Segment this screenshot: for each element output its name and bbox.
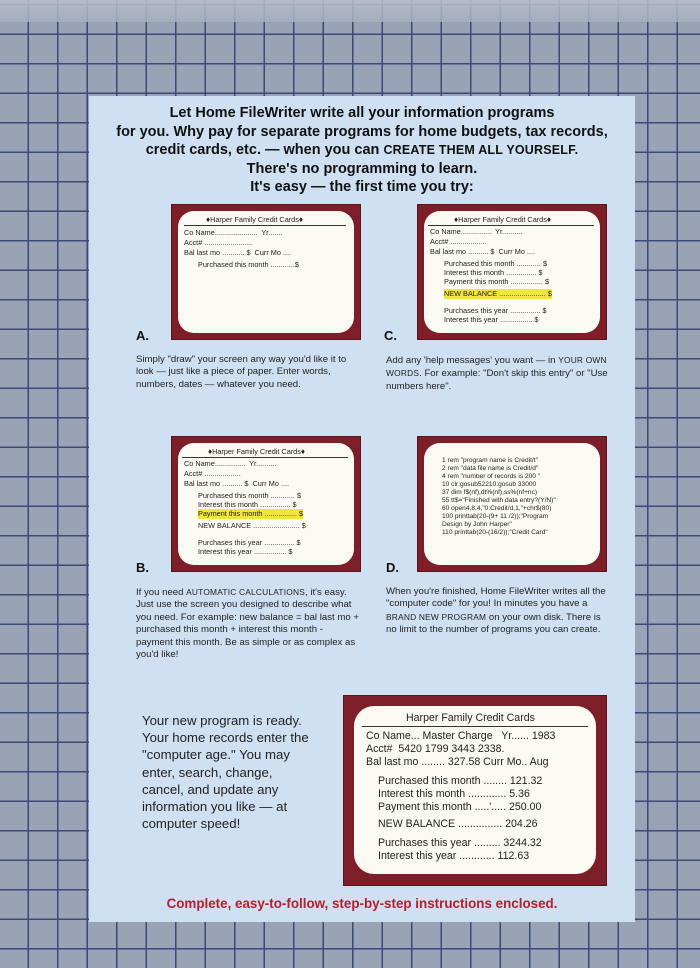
screen-final-line: Bal last mo ........ 327.58 Curr Mo.. Aug	[366, 756, 549, 768]
screen-c-display	[424, 211, 600, 333]
screen-b-title: ♦Harper Family Credit Cards♦	[208, 447, 305, 456]
screen-final-frame	[343, 695, 607, 886]
headline-line-1: Let Home FileWriter write all your information programs	[169, 105, 555, 121]
updown-arrow-icon: ♦	[206, 215, 211, 224]
text-c: Add any 'help messages' you want — in YOUR OWN WORDS. For example: "Don't skip this entry" or "Use numbers here".	[386, 355, 608, 392]
screen-d-frame	[417, 436, 607, 572]
headline-line-3: credit cards, etc. — when you can CREATE THEM ALL YOURSELF.	[145, 142, 579, 158]
screen-b-line: NEW BALANCE ....................... $	[198, 521, 306, 530]
screen-b-line: Interest this month ............... $	[198, 500, 297, 509]
screen-b-display	[178, 443, 354, 565]
screen-d-code-line: 110 printtab(20-(16/2));"Credit Card"	[442, 529, 548, 536]
screen-d-code-line: Design by John Harper"	[442, 521, 512, 528]
updown-arrow-icon: ♦	[298, 215, 303, 224]
screen-b-frame	[171, 436, 361, 572]
screen-a-frame	[171, 204, 361, 340]
text-b: If you need AUTOMATIC CALCULATIONS, it's easy. Just use the screen you designed to describe what you need. For example: new balance = bal last mo + purchased this month + interest this month - payment this month. Be as simple or as complex as you'd like!	[136, 587, 359, 661]
screen-c-line: Co Name............... Yr..........	[430, 227, 523, 236]
screen-a-line: Acct# ........................	[184, 238, 253, 247]
screen-final-line: Interest this year ............ 112.63	[378, 850, 530, 862]
screen-b-line: Purchases this year ............... $	[198, 538, 301, 547]
screen-b-line: Interest this year ................ $	[198, 547, 293, 556]
screen-d-display	[424, 443, 600, 565]
screen-final-line: Interest this month ............. 5.36	[378, 788, 530, 800]
screen-b-line: Bal last mo .......... $ Curr Mo ....	[184, 479, 290, 488]
screen-c-line: Payment this month ................ $	[444, 277, 550, 286]
screen-d-code-line: 37 dim f$(nf),dt%(nf),ss%(nf+nc)	[442, 489, 538, 496]
screen-c-title: ♦Harper Family Credit Cards♦	[454, 215, 551, 224]
screen-d-code-line: 100 printtab(20-(9+ 11 /2));"Program	[442, 513, 549, 520]
updown-arrow-icon: ♦	[300, 447, 305, 456]
screen-c-line: NEW BALANCE ....................... $	[444, 289, 552, 298]
screen-a-line: Bal last mo ........... $ Curr Mo ....	[184, 248, 292, 257]
screen-d-code-line: 55 tt$="Finished with data entry?(Y/N)"	[442, 497, 556, 504]
screen-d-code-line: 10 clr:gosub52210:gosub 33000	[442, 481, 537, 488]
headline-line-2: for you. Why pay for separate programs for home budgets, tax records,	[116, 123, 608, 140]
label-a: A.	[136, 328, 149, 343]
footer-text: Complete, easy-to-follow, step-by-step instructions enclosed.	[166, 896, 558, 911]
screen-final-display	[354, 706, 596, 874]
headline	[89, 104, 635, 197]
top-band	[0, 0, 700, 22]
updown-arrow-icon: ♦	[546, 215, 551, 224]
final-text: Your new program is ready. Your home records enter the "computer age." You may enter, search, change, cancel, and update any information you like — at computer speed!	[142, 713, 309, 832]
screen-c-line: Interest this month ............... $	[444, 268, 543, 277]
screen-final-line: Acct# 5420 1799 3443 2338.	[366, 743, 505, 755]
screen-a-line: Purchased this month ............$	[198, 260, 299, 269]
screen-a-display	[178, 211, 354, 333]
updown-arrow-icon: ♦	[208, 447, 213, 456]
screen-a-line: Co Name..................... Yr.......	[184, 228, 283, 237]
screen-b-line: Payment this month ................ $	[198, 509, 304, 518]
text-d: When you're finished, Home FileWriter writes all the "computer code" for you! In minutes you have a BRAND NEW PROGRAM on your own disk. There is no limit to the number of programs you can create.	[386, 586, 606, 636]
headline-line-4: There's no programming to learn.	[246, 160, 478, 177]
headline-line-5: It's easy — the first time you try:	[250, 179, 474, 195]
screen-b-rule	[182, 457, 348, 458]
screen-d-code-line: 1 rem "program name is Credit/t"	[442, 457, 538, 464]
screen-c-line: Interest this year ................ $	[444, 315, 539, 324]
text-a: Simply "draw" your screen any way you'd like it to look — just like a piece of paper. Enter words, numbers, dates — whatever you need.	[136, 354, 347, 390]
screen-d-code-line: 4 rem "number of records is 200 "	[442, 473, 541, 480]
screen-final-title: Harper Family Credit Cards	[406, 712, 535, 724]
screen-c-frame	[417, 204, 607, 340]
screen-c-line: Purchases this year ............... $	[444, 306, 547, 315]
screen-final-line: Payment this month .....'..... 250.00	[378, 801, 542, 813]
label-b: B.	[136, 560, 149, 575]
screen-c-line: Purchased this month ............ $	[444, 259, 548, 268]
screen-a-rule	[184, 225, 346, 226]
content-panel	[89, 96, 635, 922]
updown-arrow-icon: ♦	[454, 215, 459, 224]
screen-c-line: Bal last mo .......... $ Curr Mo ....	[430, 247, 536, 256]
screen-b-line: Co Name............... Yr..........	[184, 459, 277, 468]
screen-b-line: Purchased this month ............ $	[198, 491, 302, 500]
screen-c-rule	[428, 225, 594, 226]
screen-a-title: ♦Harper Family Credit Cards♦	[206, 215, 303, 224]
screen-b-line: Acct# ..................	[184, 469, 241, 478]
screen-final-line: NEW BALANCE ............... 204.26	[378, 818, 538, 830]
screen-c-line: Acct# ..................	[430, 237, 487, 246]
screen-d-code-line: 60 open4,8,4,"0:Credit/d,1,"+chr$(80)	[442, 505, 552, 512]
screen-final-line: Co Name... Master Charge Yr...... 1983	[366, 730, 556, 742]
screen-final-rule	[362, 726, 588, 727]
screen-final-line: Purchases this year ......... 3244.32	[378, 837, 542, 849]
label-c: C.	[384, 328, 397, 343]
screen-final-line: Purchased this month ........ 121.32	[378, 775, 543, 787]
screen-d-code-line: 2 rem "data file name is Credit/d"	[442, 465, 539, 472]
label-d: D.	[386, 560, 399, 575]
